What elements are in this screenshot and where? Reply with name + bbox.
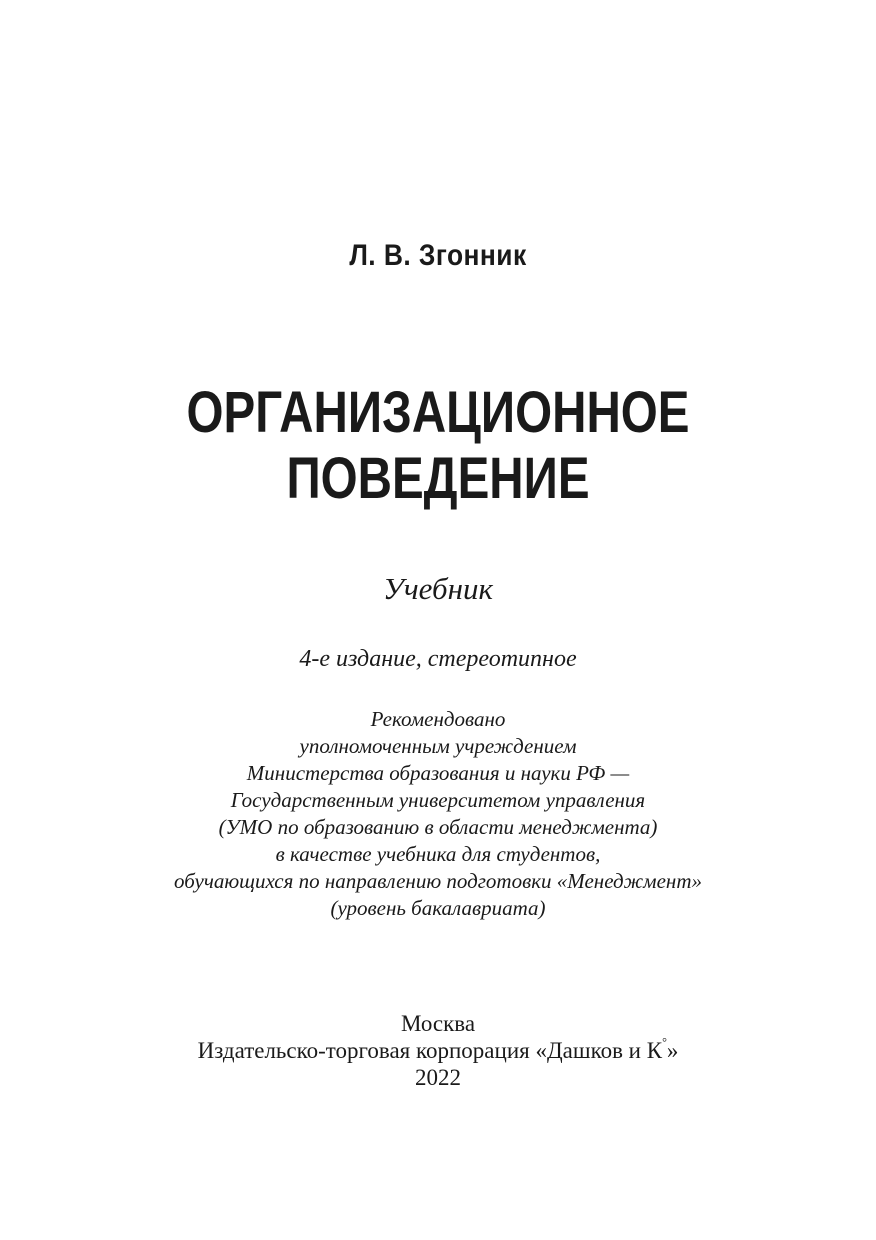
- book-title: [79, 380, 797, 512]
- recommendation-line: уполномоченным учреждением: [299, 734, 577, 758]
- recommendation-line: (УМО по образованию в области менеджмента): [218, 815, 658, 839]
- recommendation-line: обучающихся по направлению подготовки «Менеджмент»: [174, 869, 702, 893]
- imprint-city: Москва: [400, 1011, 476, 1036]
- imprint-publisher-closing-quote: »: [666, 1038, 679, 1063]
- edition-info: 4-е издание, стереотипное: [299, 646, 577, 672]
- author-name: Л. В. Згонник: [349, 239, 527, 272]
- book-type: Учебник: [383, 571, 493, 606]
- recommendation-line: в качестве учебника для студентов,: [275, 842, 601, 866]
- recommendation-line: Министерства образования и науки РФ —: [246, 761, 630, 785]
- book-title-line: ПОВЕДЕНИЕ: [286, 446, 590, 511]
- imprint-year: 2022: [415, 1065, 461, 1090]
- recommendation-line: Рекомендовано: [370, 707, 506, 731]
- book-title-line: ОРГАНИЗАЦИОННОЕ: [186, 380, 690, 445]
- imprint-publisher-name: Издательско-торговая корпорация «Дашков и К: [197, 1038, 663, 1063]
- imprint-block: [0, 1010, 876, 1091]
- recommendation-line: Государственным университетом управления: [230, 788, 646, 812]
- recommendation-line: (уровень бакалавриата): [330, 896, 546, 920]
- imprint-publisher: [0, 1037, 876, 1064]
- publisher-degree-sup: °: [662, 1035, 667, 1049]
- recommendation-block: [0, 706, 876, 922]
